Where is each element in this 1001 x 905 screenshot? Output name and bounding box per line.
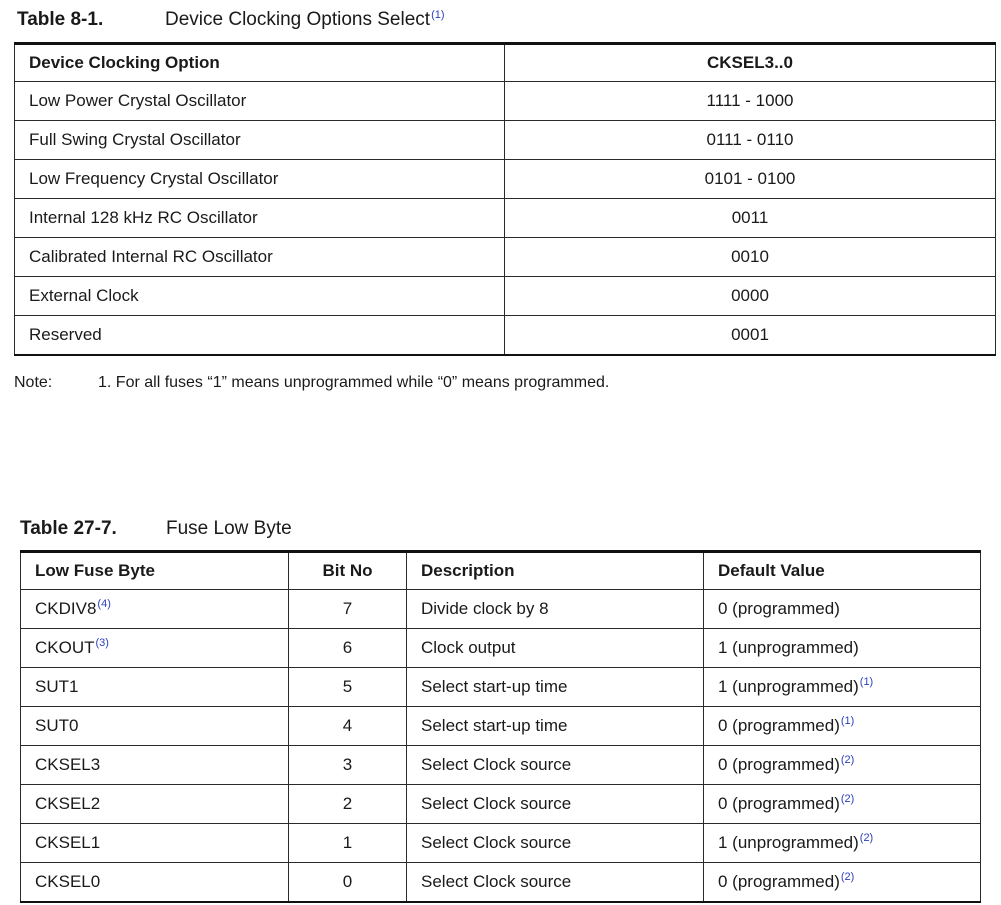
cksel-value-cell: 1111 - 1000	[505, 82, 996, 121]
default-value-cell	[704, 863, 981, 902]
cksel-value-cell: 0010	[505, 238, 996, 277]
default-value-reference[interactable]: (2)	[859, 832, 874, 845]
default-value-reference[interactable]: (2)	[840, 754, 855, 767]
table-row	[21, 746, 981, 785]
default-value-reference[interactable]: (1)	[840, 715, 855, 728]
default-value: 1 (unprogrammed)	[718, 638, 859, 657]
column-header: CKSEL3..0	[505, 44, 996, 82]
table-row	[21, 668, 981, 707]
clocking-option-cell: Low Power Crystal Oscillator	[15, 82, 505, 121]
table-row	[21, 785, 981, 824]
table-header-row	[15, 44, 996, 82]
description-cell: Clock output	[407, 629, 704, 668]
fuse-low-byte-table	[20, 550, 981, 903]
description-cell: Select Clock source	[407, 824, 704, 863]
fuse-name: SUT1	[35, 677, 79, 696]
default-value: 0 (programmed)	[718, 871, 840, 891]
fuse-name: CKDIV8	[35, 599, 97, 618]
default-value: 1 (unprogrammed)	[718, 677, 859, 696]
column-header: Low Fuse Byte	[21, 552, 289, 590]
fuse-name-reference[interactable]: (3)	[95, 637, 109, 650]
default-value: 0 (programmed)	[718, 599, 840, 618]
default-value-cell	[704, 590, 981, 629]
clocking-option-cell: Internal 128 kHz RC Oscillator	[15, 199, 505, 238]
description-cell: Select Clock source	[407, 746, 704, 785]
bit-number-cell: 6	[289, 629, 407, 668]
default-value: 0 (programmed)	[718, 794, 840, 813]
bit-number-cell: 7	[289, 590, 407, 629]
default-value-cell	[704, 668, 981, 707]
default-value-cell	[704, 785, 981, 824]
description-cell: Select start-up time	[407, 668, 704, 707]
clocking-option-cell: Full Swing Crystal Oscillator	[15, 121, 505, 160]
note-text: 1. For all fuses “1” means unprogrammed while “0” means programmed.	[98, 374, 610, 391]
bit-number-cell: 1	[289, 824, 407, 863]
column-header: Bit No	[289, 552, 407, 590]
cksel-value-cell: 0011	[505, 199, 996, 238]
table1-title	[17, 9, 445, 31]
table-row	[21, 629, 981, 668]
clocking-option-cell: Calibrated Internal RC Oscillator	[15, 238, 505, 277]
clocking-option-cell: Reserved	[15, 316, 505, 355]
table-row	[21, 590, 981, 629]
fuse-name: CKSEL2	[35, 794, 101, 813]
fuse-name: SUT0	[35, 716, 79, 735]
fuse-name-cell	[21, 590, 289, 629]
column-header: Description	[407, 552, 704, 590]
bit-number-cell: 5	[289, 668, 407, 707]
default-value-cell	[704, 707, 981, 746]
default-value-cell	[704, 824, 981, 863]
default-value-reference[interactable]: (2)	[840, 793, 855, 806]
table2-number: Table 27-7.	[20, 518, 117, 539]
fuse-name-cell	[21, 785, 289, 824]
default-value-reference[interactable]: (2)	[840, 871, 855, 884]
fuse-name-reference[interactable]: (4)	[97, 598, 111, 611]
cksel-value-cell: 0000	[505, 277, 996, 316]
clocking-option-cell: External Clock	[15, 277, 505, 316]
table-header-row	[21, 552, 981, 590]
table2-title	[20, 518, 292, 540]
cksel-value-cell: 0001	[505, 316, 996, 355]
bit-number-cell: 0	[289, 863, 407, 902]
default-value-cell	[704, 746, 981, 785]
default-value-cell	[704, 629, 981, 668]
default-value: 1 (unprogrammed)	[718, 833, 859, 852]
cksel-value-cell: 0111 - 0110	[505, 121, 996, 160]
description-cell: Select Clock source	[407, 785, 704, 824]
table1-caption: Device Clocking Options Select	[165, 9, 431, 30]
table1-caption-reference[interactable]: (1)	[431, 8, 445, 21]
fuse-name: CKSEL0	[35, 871, 101, 891]
fuse-name: CKOUT	[35, 638, 95, 657]
note-label: Note:	[14, 374, 53, 391]
bit-number-cell: 3	[289, 746, 407, 785]
device-clocking-options-table	[14, 42, 996, 356]
default-value: 0 (programmed)	[718, 716, 840, 735]
default-value-reference[interactable]: (1)	[859, 676, 874, 689]
table-row	[15, 277, 996, 316]
fuse-name-cell	[21, 629, 289, 668]
description-cell: Divide clock by 8	[407, 590, 704, 629]
table-row	[15, 238, 996, 277]
clocking-option-cell: Low Frequency Crystal Oscillator	[15, 160, 505, 199]
table-row	[15, 121, 996, 160]
table1-note	[14, 374, 609, 392]
table-row	[15, 199, 996, 238]
fuse-name: CKSEL3	[35, 755, 101, 774]
column-header: Device Clocking Option	[15, 44, 505, 82]
fuse-name-cell	[21, 707, 289, 746]
bit-number-cell: 4	[289, 707, 407, 746]
fuse-name-cell	[21, 863, 289, 902]
table-row	[21, 707, 981, 746]
table-row	[15, 82, 996, 121]
default-value: 0 (programmed)	[718, 755, 840, 774]
table2-caption: Fuse Low Byte	[166, 518, 292, 539]
table-row	[21, 863, 981, 902]
table1-number: Table 8-1.	[17, 9, 104, 30]
fuse-name-cell	[21, 668, 289, 707]
fuse-name-cell	[21, 824, 289, 863]
table-row	[15, 316, 996, 355]
cksel-value-cell: 0101 - 0100	[505, 160, 996, 199]
bit-number-cell: 2	[289, 785, 407, 824]
fuse-name: CKSEL1	[35, 833, 101, 852]
table-row	[21, 824, 981, 863]
fuse-name-cell	[21, 746, 289, 785]
description-cell: Select Clock source	[407, 863, 704, 902]
description-cell: Select start-up time	[407, 707, 704, 746]
column-header: Default Value	[704, 552, 981, 590]
table-row	[15, 160, 996, 199]
